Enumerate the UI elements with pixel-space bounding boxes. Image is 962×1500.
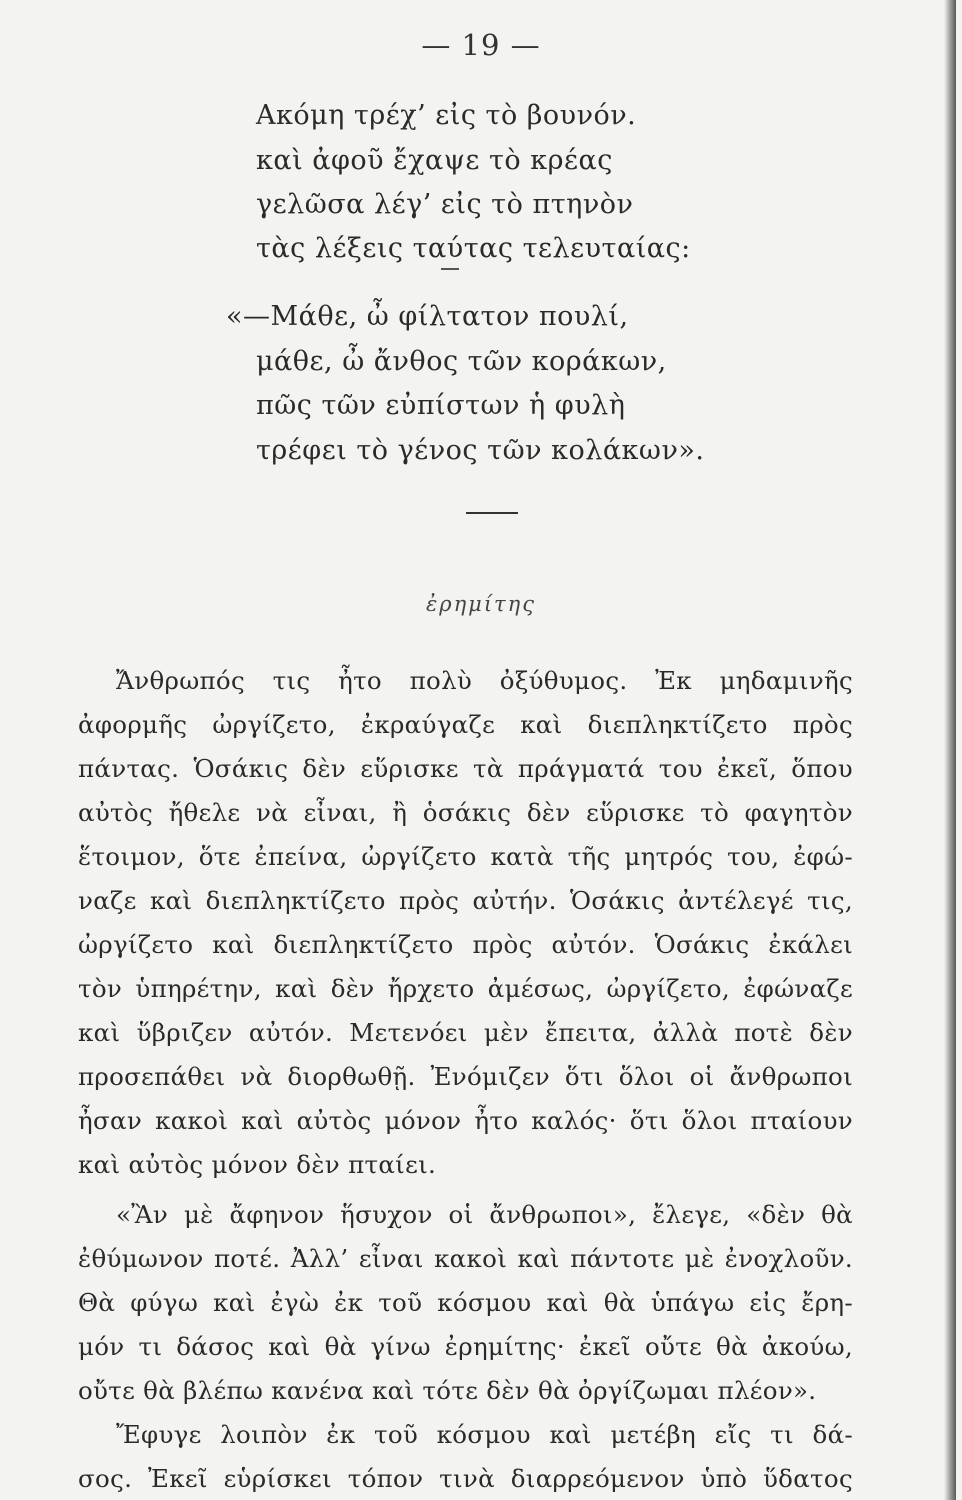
section-divider bbox=[466, 512, 518, 514]
paragraph-line: ὠργίζετο καὶ διεπληκτίζετο πρὸς αὐτόν. Ὁσάκις ἐκάλει bbox=[78, 930, 853, 959]
paragraph-line: τὸν ὑπηρέτην, καὶ δὲν ἤρχετο ἀμέσως, ὠργίζετο, ἐφώναζε bbox=[78, 974, 853, 1003]
page-edge bbox=[944, 0, 956, 1500]
paragraph-line: Ἄνθρωπός τις ἦτο πολὺ ὀξύθυμος. Ἐκ μηδαμινῆς bbox=[116, 666, 853, 695]
paragraph-line: ναζε καὶ διεπληκτίζετο πρὸς αὐτήν. Ὁσάκις ἀντέλεγέ τις, bbox=[78, 886, 853, 915]
paragraph-line: ἕτοιμον, ὅτε ἐπείνα, ὠργίζετο κατὰ τῆς μητρός του, ἐφώ- bbox=[78, 842, 853, 871]
section-title: ἐρημίτης bbox=[425, 592, 537, 616]
poem-line: πῶς τῶν εὐπίστων ἡ φυλὴ bbox=[256, 390, 626, 421]
paragraph-line: προσεπάθει νὰ διορθωθῇ. Ἐνόμιζεν ὅτι ὅλοι οἱ ἄνθρωποι bbox=[78, 1062, 853, 1091]
paragraph-line: σος. Ἐκεῖ εὑρίσκει τόπον τινὰ διαρρεόμενον ὑπὸ ὕδατος bbox=[78, 1464, 853, 1493]
poem-line: καὶ ἀφοῦ ἔχαψε τὸ κρέας bbox=[256, 145, 613, 176]
paragraph-line: ἦσαν κακοὶ καὶ αὐτὸς μόνον ἦτο καλός· ὅτι ὅλοι πταίουν bbox=[78, 1106, 853, 1135]
poem-line: τὰς λέξεις ταύτας τελευταίας: bbox=[256, 233, 691, 264]
paragraph-line: Θὰ φύγω καὶ ἐγὼ ἐκ τοῦ κόσμου καὶ θὰ ὑπάγω εἰς ἔρη- bbox=[78, 1288, 853, 1317]
poem-line: «—Μάθε, ὦ φίλτατον πουλί, bbox=[226, 301, 629, 332]
paragraph-line: ἀφορμῆς ὠργίζετο, ἐκραύγαζε καὶ διεπληκτίζετο πρὸς bbox=[78, 710, 853, 739]
paragraph-line: Ἔφυγε λοιπὸν ἐκ τοῦ κόσμου καὶ μετέβη εἴς τι δά- bbox=[116, 1420, 853, 1449]
paragraph-line: αὐτὸς ἤθελε νὰ εἶναι, ἢ ὁσάκις δὲν εὕρισκε τὸ φαγητὸν bbox=[78, 798, 853, 827]
paragraph-line: πάντας. Ὁσάκις δὲν εὕρισκε τὰ πράγματά του ἐκεῖ, ὅπου bbox=[78, 754, 853, 783]
poem-line: γελῶσα λέγ’ εἰς τὸ πτηνὸν bbox=[256, 189, 634, 220]
paragraph-line: καὶ αὐτὸς μόνον δὲν πταίει. bbox=[78, 1150, 437, 1179]
paragraph-line: ἐθύμωνον ποτέ. Ἀλλ’ εἶναι κακοὶ καὶ πάντοτε μὲ ἐνοχλοῦν. bbox=[78, 1244, 853, 1273]
paragraph-line: καὶ ὕβριζεν αὐτόν. Μετενόει μὲν ἔπειτα, ἀλλὰ ποτὲ δὲν bbox=[78, 1018, 853, 1047]
page-number: — 19 — bbox=[421, 28, 541, 62]
poem-line: Ακόμη τρέχ’ εἰς τὸ βουνόν. bbox=[256, 100, 637, 131]
paragraph-line: «Ἂν μὲ ἄφηνον ἥσυχον οἱ ἄνθρωποι», ἔλεγε, «δὲν θὰ bbox=[116, 1200, 853, 1229]
paragraph-line: μόν τι δάσος καὶ θὰ γίνω ἐρημίτης· ἐκεῖ οὔτε θὰ ἀκούω, bbox=[78, 1332, 853, 1361]
poem-line: μάθε, ὦ ἄνθος τῶν κοράκων, bbox=[256, 346, 667, 377]
stanza-separator bbox=[441, 268, 459, 270]
poem-line: τρέφει τὸ γένος τῶν κολάκων». bbox=[256, 435, 705, 466]
paragraph-line: οὔτε θὰ βλέπω κανένα καὶ τότε δὲν θὰ ὀργίζωμαι πλέον». bbox=[78, 1376, 817, 1405]
